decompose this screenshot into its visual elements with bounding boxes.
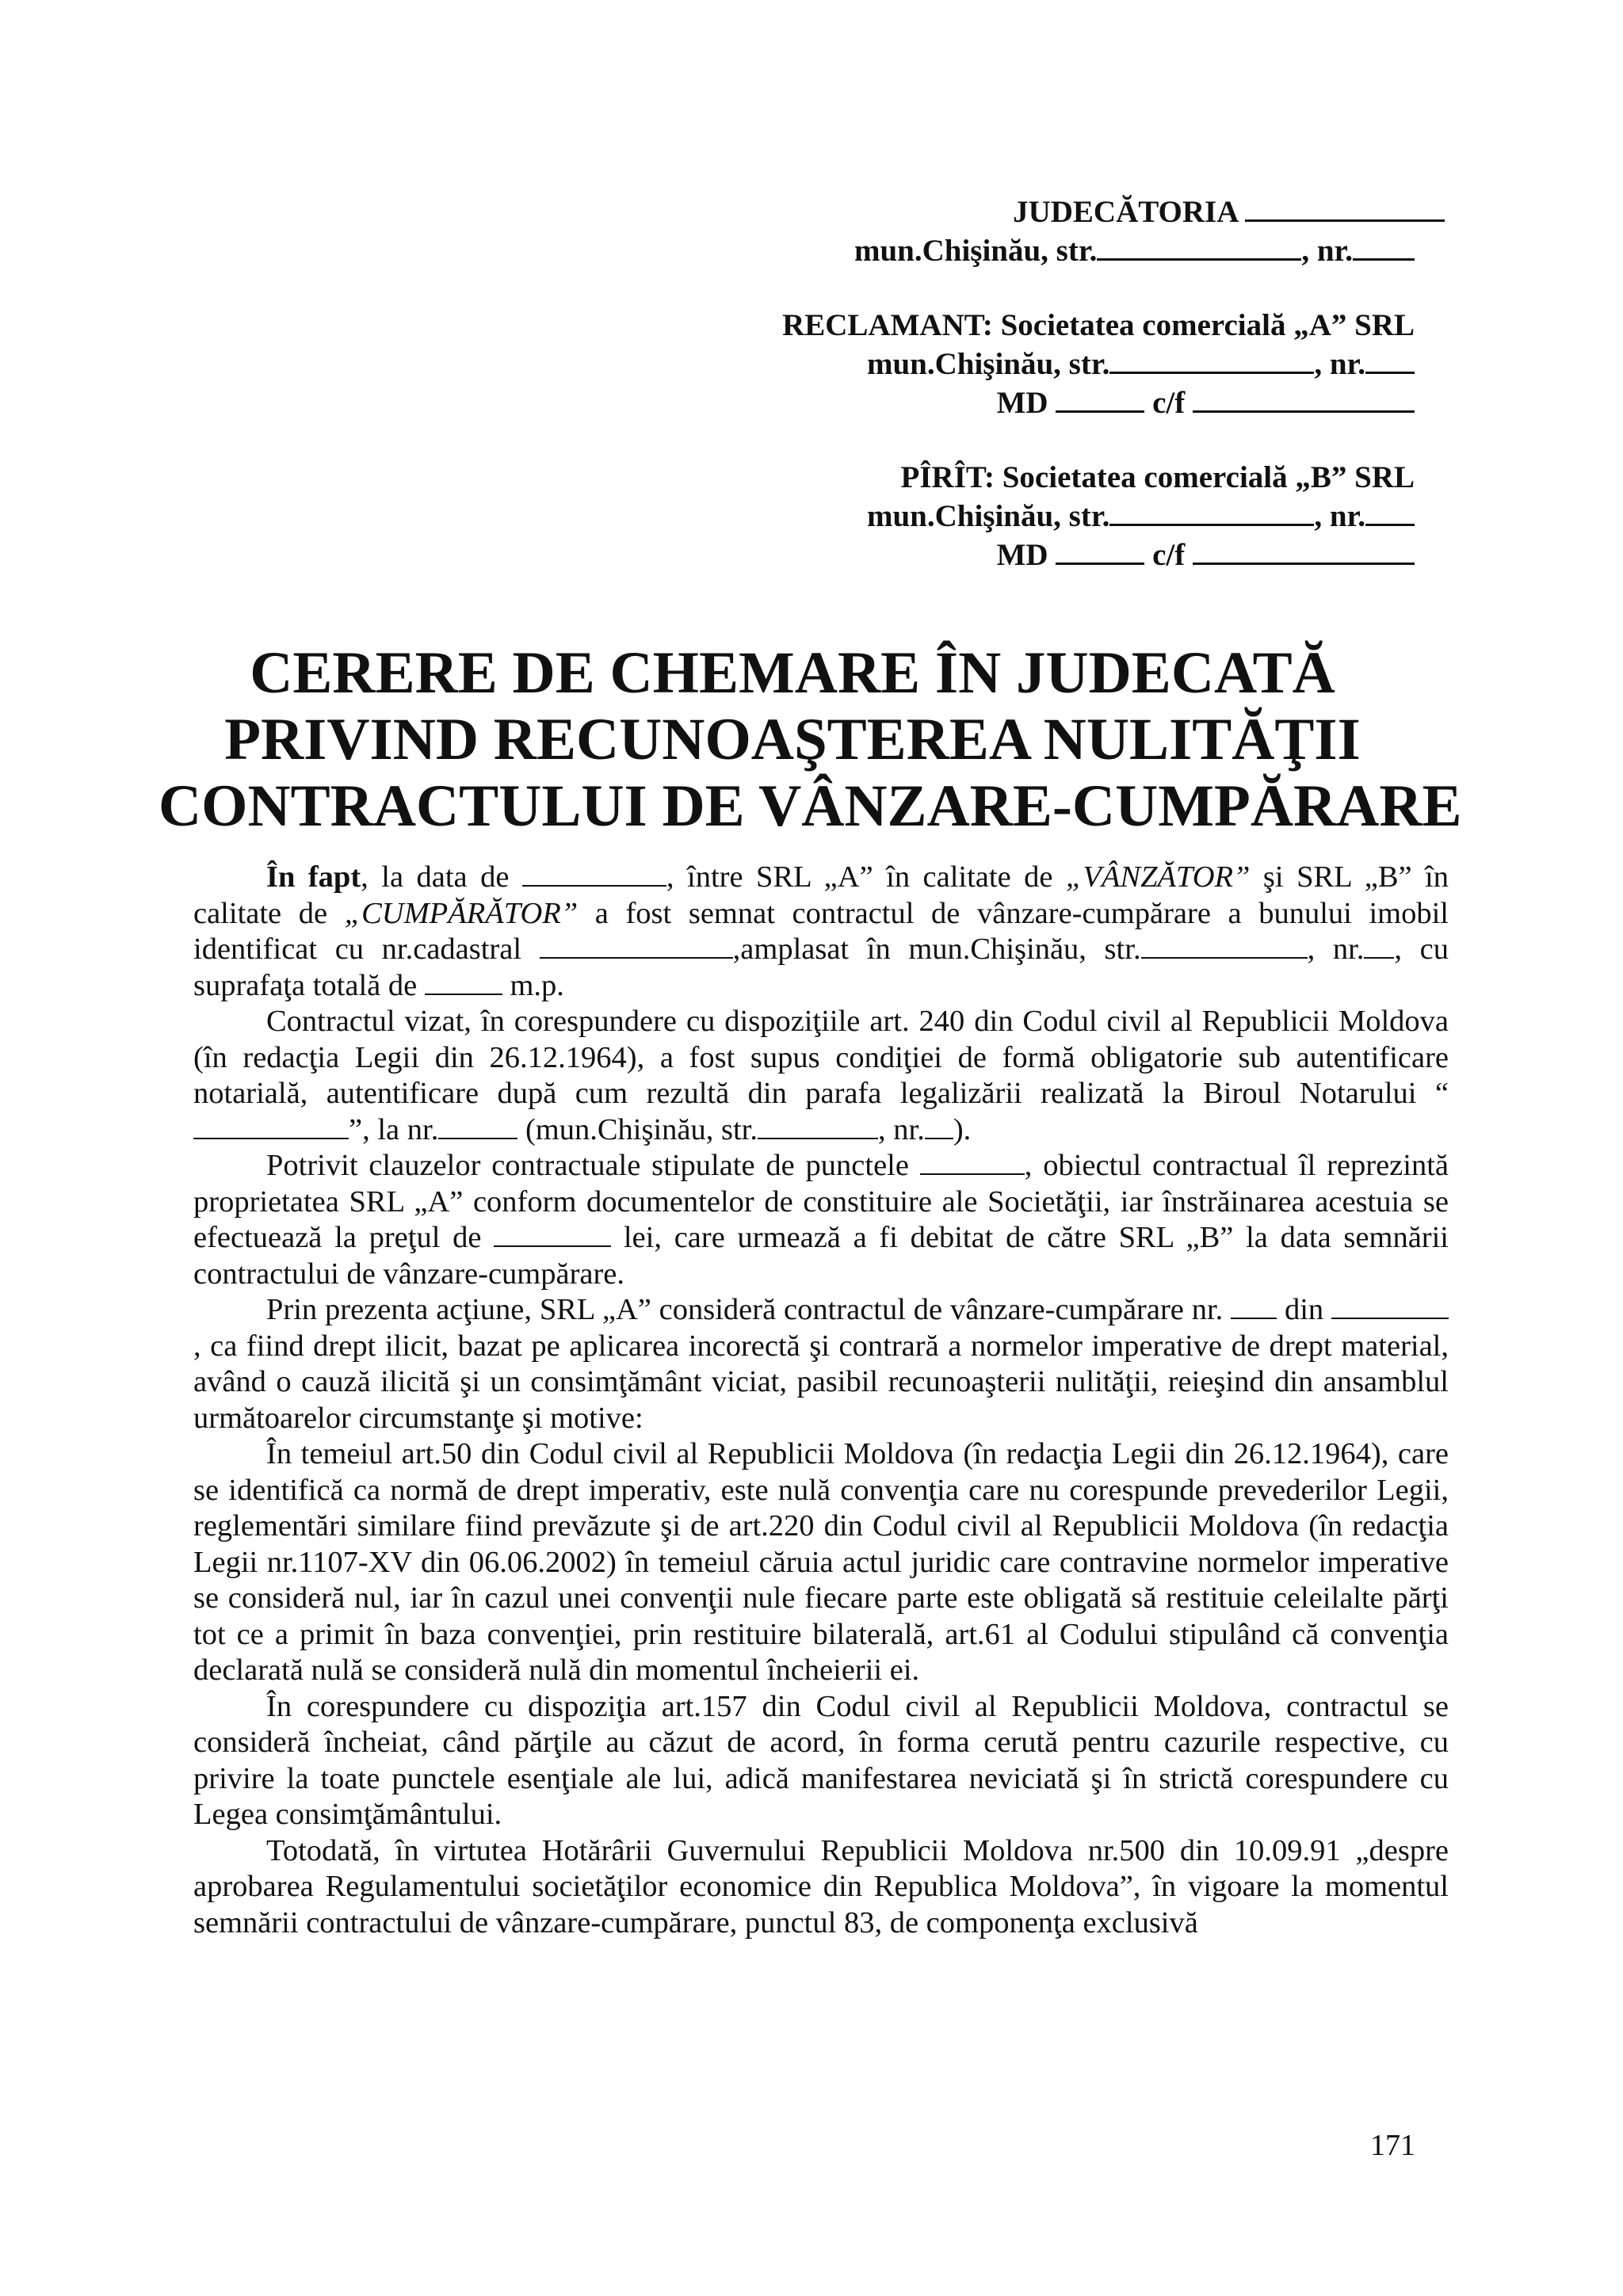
clauses-blank <box>920 1150 1025 1175</box>
defendant-cf-blank <box>1193 536 1415 565</box>
p3-text-b: , obiectul contractual îl reprezintă proprietatea SRL „A” conform documentelor de constituire ale Societăţii, iar înstrăinarea acestuia se efectuează la preţul de <box>193 1149 1449 1254</box>
court-line <box>668 193 1445 231</box>
p1-text-h: m.p. <box>502 968 564 1002</box>
contract-date-blank <box>1331 1294 1449 1319</box>
notary-blank <box>193 1114 349 1139</box>
p2-text-d: , nr. <box>878 1112 925 1146</box>
contract-nr-blank <box>1231 1294 1277 1319</box>
p1-text-e: ,amplasat în mun.Chişinău, str. <box>732 933 1141 966</box>
plaintiff-block <box>638 307 1445 422</box>
notary-street-blank <box>758 1114 878 1139</box>
court-address-line <box>668 231 1445 270</box>
defendant-cf-label: c/f <box>1152 538 1186 572</box>
defendant-md-line <box>638 536 1415 574</box>
notary-house-blank <box>925 1114 953 1139</box>
court-nr-blank <box>1353 231 1415 261</box>
defendant-md-label: MD <box>996 538 1048 572</box>
p1-text-g: , cu suprafaţa totală de <box>193 933 1449 1002</box>
p1-text-f: , nr. <box>1307 933 1365 966</box>
court-address-prefix: mun.Chişinău, str. <box>854 234 1098 268</box>
defendant-address-prefix: mun.Chişinău, str. <box>866 499 1110 533</box>
title-line-3: CONTRACTULUI DE VÂNZARE-CUMPĂRARE <box>158 773 1462 839</box>
nr-blank <box>1364 933 1394 959</box>
title-line-1: CERERE DE CHEMARE ÎN JUDECATĂ <box>250 640 1335 706</box>
page-number: 171 <box>1370 2129 1415 2162</box>
paragraph-notarization <box>193 1004 1449 1148</box>
defendant-address-line <box>638 497 1415 536</box>
defendant-nr-blank <box>1365 497 1415 526</box>
buyer-role: „CUMPĂRĂTOR” <box>344 896 579 930</box>
document-body <box>193 860 1449 1941</box>
p4-text-a: Prin prezenta acţiune, SRL „A” consideră contractul de vânzare-cumpărare nr. <box>266 1293 1232 1326</box>
court-name-blank <box>1245 193 1445 222</box>
defendant-label: PÎRÎT: Societatea comercială „B” SRL <box>900 460 1415 494</box>
notary-nr-blank <box>438 1114 517 1139</box>
paragraph-government-decision: Totodată, în virtutea Hotărârii Guvernului Republicii Moldova nr.500 din 10.09.91 „despre aprobarea Regulamentului societăţilor economice din Republica Moldova”, în vigoare la momentul semnării contractului de vânzare-cumpărare, punctul 83, de componenţa exclusivă <box>193 1833 1449 1939</box>
street-blank <box>1141 933 1308 959</box>
p2-text-a: Contractul vizat, în corespundere cu dispoziţiile art. 240 din Codul civil al Republicii Moldova (în redacţia Legii din 26.12.1964), a fost supus condiţiei de formă obligatorie sub autentificare notarială, autentificare după cum rezultă din parafa legalizării realizată la Biroul Notarului “ <box>193 1005 1449 1110</box>
paragraph-clauses <box>193 1148 1449 1292</box>
plaintiff-label: RECLAMANT: Societatea comercială „A” SRL <box>782 308 1415 342</box>
p4-text-b: din <box>1277 1293 1331 1326</box>
plaintiff-address-line <box>638 345 1415 383</box>
defendant-nr-label: , nr. <box>1314 499 1365 533</box>
plaintiff-nr-blank <box>1365 345 1415 374</box>
defendant-md-blank <box>1056 536 1144 565</box>
p2-text-b: ”, la nr. <box>349 1112 439 1146</box>
defendant-block <box>638 459 1445 574</box>
court-street-blank <box>1097 231 1301 261</box>
defendant-street-blank <box>1109 497 1314 526</box>
p3-text-c: lei, care urmează a fi debitat de către SRL „B” la data semnării contractului de vânzare-cumpărare. <box>193 1221 1449 1291</box>
plaintiff-nr-label: , nr. <box>1314 347 1365 381</box>
p1-text-b: , între SRL „A” în calitate de <box>666 860 1066 894</box>
plaintiff-address-prefix: mun.Chişinău, str. <box>866 347 1110 381</box>
title-line-2: PRIVIND RECUNOAŞTEREA NULITĂŢII <box>224 707 1361 772</box>
price-blank <box>494 1222 611 1247</box>
seller-role: „VÂNZĂTOR” <box>1065 860 1251 894</box>
plaintiff-street-blank <box>1109 345 1314 374</box>
p1-text-c: şi SRL „B” în calitate de <box>193 860 1449 930</box>
cadastral-blank <box>540 933 733 959</box>
plaintiff-md-line <box>638 383 1415 422</box>
area-blank <box>425 970 502 995</box>
paragraph-claim <box>193 1292 1449 1436</box>
plaintiff-cf-blank <box>1193 383 1415 413</box>
paragraph-facts <box>193 860 1449 1004</box>
p4-text-c: , ca fiind drept ilicit, bazat pe aplicarea incorectă şi contrară a normelor imperative de drept material, având o cauză ilicită şi un consimţământ viciat, pasibil recunoaşterii nulităţii, reieşind din ansamblul următoarelor circumstanţe şi motive: <box>193 1329 1449 1435</box>
p2-text-c: (mun.Chişinău, str. <box>517 1112 758 1146</box>
paragraph-art157: În corespundere cu dispoziţia art.157 din Codul civil al Republicii Moldova, contractul se consideră încheiat, când părţile au căzut de acord, în forma cerută pentru cazurile respective, cu privire la toate punctele esenţiale ale lui, adică manifestarea neviciată şi în strictă corespundere cu Legea consimţământului. <box>193 1689 1449 1831</box>
p2-text-e: ). <box>953 1112 972 1146</box>
court-label: JUDECĂTORIA <box>1013 195 1238 229</box>
court-block <box>668 193 1445 270</box>
plaintiff-cf-label: c/f <box>1152 386 1186 420</box>
facts-lead: În fapt <box>266 860 361 894</box>
p1-text-d: a fost semnat contractul de vânzare-cumpărare a bunului imobil identificat cu nr.cadastral <box>193 896 1449 966</box>
plaintiff-md-blank <box>1056 383 1144 413</box>
paragraph-art50: În temeiul art.50 din Codul civil al Republicii Moldova (în redacţia Legii din 26.12.1964), care se identifică ca normă de drept imperativ, este nulă convenţia care nu corespunde prevederilor Legii, reglementări similare fiind prevăzute şi de art.220 din Codul civil al Republicii Moldova (în redacţia Legii nr.1107-XV din 06.06.2002) în temeiul căruia actul juridic care contravine normelor imperative se consideră nul, iar în cazul unei convenţii nule fiecare parte este obligată să restituie celeilalte părţi tot ce a primit în baza convenţiei, prin restituire bilaterală, art.61 al Codului stipulând că convenţia declarată nulă se consideră nulă din momentul încheierii ei. <box>193 1437 1449 1687</box>
court-nr-label: , nr. <box>1301 234 1353 268</box>
date-blank <box>522 861 666 887</box>
p3-text-a: Potrivit clauzelor contractuale stipulate de punctele <box>266 1149 920 1182</box>
p1-text-a: , la data de <box>361 860 522 894</box>
plaintiff-md-label: MD <box>996 386 1048 420</box>
document-title <box>158 640 1462 840</box>
